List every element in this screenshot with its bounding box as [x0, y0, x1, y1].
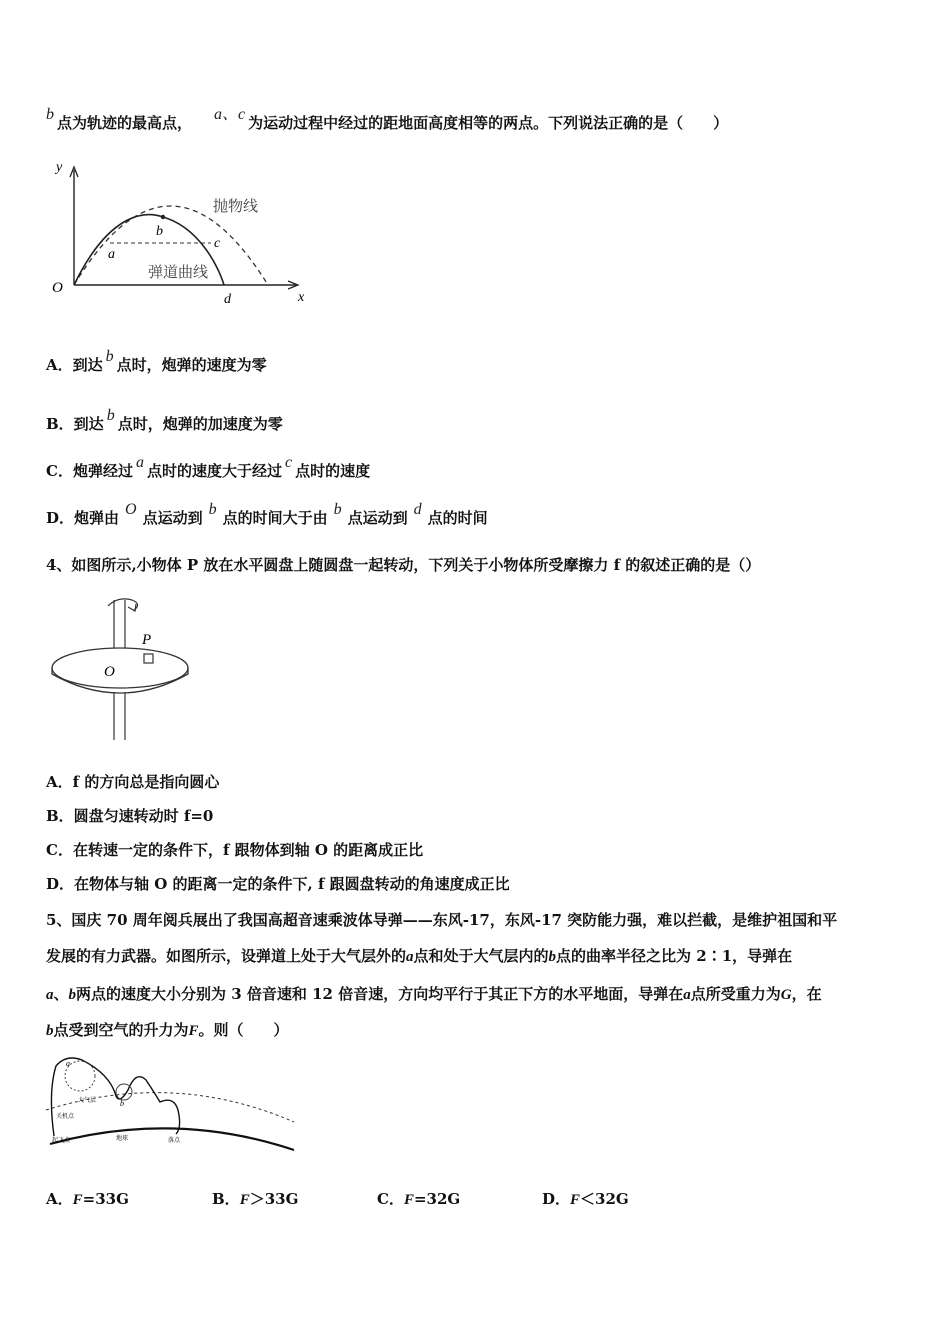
q5-l2-c: 点的曲率半径之比为 2∶1，导弹在 [556, 947, 793, 965]
q3a-prefix: A．到达 [46, 356, 103, 374]
x-label: x [298, 290, 305, 305]
q4-option-b: B．圆盘匀速转动时 f=0 [46, 807, 214, 825]
q5b-var: F [239, 1192, 250, 1208]
q5-l3-vb: b [68, 987, 77, 1003]
q5b-label: B． [212, 1190, 240, 1208]
q3-option-b [46, 407, 283, 436]
q4-stem: 4、如图所示,小物体 P 放在水平圆盘上随圆盘一起转动，下列关于小物体所受摩擦力 f 的叙述正确的是（） [46, 556, 761, 574]
rotation-arrowhead [128, 604, 136, 611]
q3d-mid1: 点运动到 [142, 509, 203, 527]
q5-option-a [46, 1188, 212, 1211]
label-p: P [142, 632, 152, 648]
label-launch: 起飞点 [52, 1138, 71, 1144]
q5-l4-vb: b [46, 1023, 54, 1039]
q3d-var3: b [333, 501, 342, 518]
q3b-var: b [106, 407, 115, 424]
q4-option-d: D．在物体与轴 O 的距离一定的条件下, f 跟圆盘转动的角速度成正比 [46, 875, 510, 893]
q5-l3-a: 、 [53, 985, 69, 1003]
curvature-circle-b [116, 1084, 132, 1100]
label-atmosphere: 大气层 [78, 1098, 97, 1104]
q5-line-4 [46, 1019, 289, 1042]
q3c-suffix: 点时的速度 [295, 462, 371, 480]
trajectory-figure [48, 155, 318, 310]
q5-option-c [377, 1188, 542, 1211]
q5-l2-vb: b [548, 949, 557, 965]
q4-option-a: A．f 的方向总是指向圆心 [46, 773, 220, 791]
q5-option-d [542, 1188, 629, 1211]
q5-l3-g: G [780, 987, 792, 1003]
ballistic-label: 弹道曲线 [148, 265, 209, 281]
q5-l3-va: a [46, 987, 54, 1003]
q5d-label: D． [542, 1190, 571, 1208]
q5-l3-d: ，在 [791, 985, 822, 1003]
point-b-label: b [156, 224, 163, 239]
q5-options [46, 1188, 629, 1211]
q5b-rest: ＞33G [249, 1190, 299, 1208]
q3a-var: b [105, 348, 114, 365]
intro-line [46, 106, 729, 135]
q5-line-1: 5、国庆 70 周年阅兵展出了我国高超音速乘波体导弹——东风-17，东风-17 突防能力强，难以拦截，是维护祖国和平 [46, 911, 838, 929]
rotation-arrow [108, 599, 138, 610]
q3d-var4: d [413, 501, 422, 518]
q5d-rest: ＜32G [580, 1190, 629, 1208]
q5-l4-f: F [188, 1023, 199, 1039]
q3d-mid2: 点的时间大于由 [222, 509, 328, 527]
object-p [144, 654, 153, 663]
q3d-prefix: D．炮弹由 [46, 509, 120, 527]
q3d-var2: b [208, 501, 217, 518]
q5-l2-b: 点和处于大气层内的 [413, 947, 549, 965]
q3c-var2: c [284, 454, 293, 471]
label-b: b [120, 1099, 124, 1108]
intro-text-2: 为运动过程中经过的距地面高度相等的两点。下列说法正确的是（ ） [248, 114, 729, 132]
q3-option-d [46, 501, 488, 530]
q5-l4-b: 。则（ ） [198, 1021, 289, 1039]
q5c-label: C． [377, 1190, 404, 1208]
q3-option-a [46, 348, 267, 377]
missile-figure [44, 1052, 300, 1152]
point-d-label: d [224, 292, 231, 307]
q5-option-b [212, 1188, 377, 1211]
q3d-var1: O [125, 501, 137, 518]
label-impact: 落点 [168, 1138, 181, 1144]
intro-text-1: 点为轨迹的最高点， [57, 114, 193, 132]
q5-l3-c: 点所受重力为 [690, 985, 781, 1003]
label-a: a [66, 1059, 70, 1068]
q3c-var1: a [135, 454, 144, 471]
q4-option-c: C．在转速一定的条件下，f 跟物体到轴 O 的距离成正比 [46, 841, 424, 859]
q5-l2-va: a [406, 949, 414, 965]
parabola-label: 抛物线 [213, 199, 259, 215]
var-b: b [46, 106, 54, 123]
q5-line-3 [46, 983, 822, 1006]
q5-l4-a: 点受到空气的升力为 [53, 1021, 189, 1039]
trajectory-path [51, 1058, 179, 1136]
q5-l3-va2: a [683, 987, 691, 1003]
y-label: y [56, 160, 63, 175]
q5-line-2 [46, 945, 792, 968]
point-b-dot [161, 215, 165, 219]
q5c-rest: =32G [413, 1190, 461, 1208]
origin-label: O [52, 280, 63, 296]
q3c-mid: 点时的速度大于经过 [146, 462, 282, 480]
label-shutdown: 关机点 [56, 1114, 75, 1120]
q3b-suffix: 点时，炮弹的加速度为零 [117, 415, 283, 433]
q3a-suffix: 点时，炮弹的速度为零 [116, 356, 267, 374]
q5a-rest: =33G [82, 1190, 129, 1208]
q3-option-c [46, 454, 371, 483]
label-o: O [104, 664, 115, 680]
point-c-label: c [214, 236, 221, 251]
disc-top [52, 648, 188, 688]
q5a-label: A． [46, 1190, 73, 1208]
q5-l2-a: 发展的有力武器。如图所示，设弹道上处于大气层外的 [46, 947, 407, 965]
q5-l3-b: 两点的速度大小分别为 3 倍音速和 12 倍音速，方向均平行于其正下方的水平地面，导弹在 [76, 985, 684, 1003]
disc-figure [50, 594, 200, 744]
q5a-var: F [72, 1192, 83, 1208]
point-a-label: a [108, 247, 115, 262]
q5c-var: F [403, 1192, 414, 1208]
label-earth: 地球 [116, 1136, 129, 1142]
q3b-prefix: B．到达 [46, 415, 104, 433]
q3c-prefix: C．炮弹经过 [46, 462, 133, 480]
q5d-var: F [570, 1192, 581, 1208]
q3d-mid3: 点运动到 [347, 509, 408, 527]
var-ac: a、c [214, 106, 246, 123]
q3d-suffix: 点的时间 [427, 509, 488, 527]
